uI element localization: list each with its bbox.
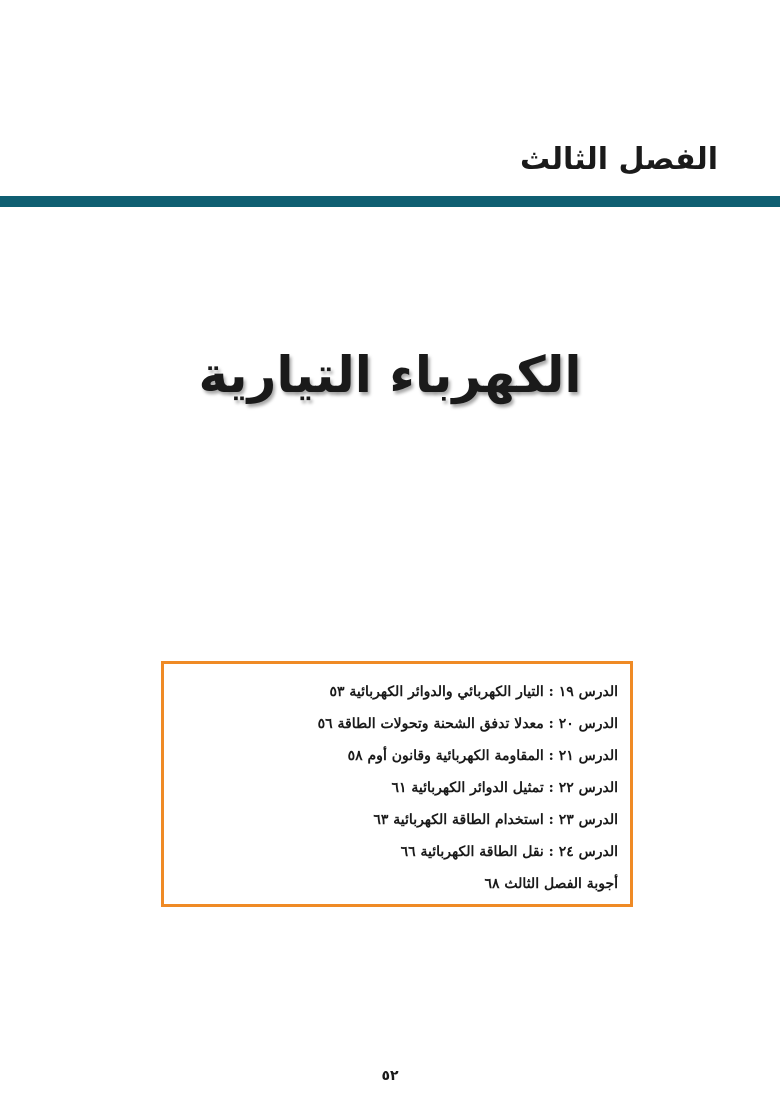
- chapter-title: الكهرباء التيارية: [198, 346, 582, 404]
- lesson-item-21[interactable]: الدرس ٢١ : المقاومة الكهربائية وقانون أوم ٥٨: [347, 748, 618, 764]
- chapter-answers-item[interactable]: أجوبة الفصل الثالث ٦٨: [484, 876, 618, 892]
- lesson-item-24[interactable]: الدرس ٢٤ : نقل الطاقة الكهربائية ٦٦: [400, 844, 618, 860]
- lessons-contents-box: [161, 661, 633, 907]
- lesson-item-23[interactable]: الدرس ٢٣ : استخدام الطاقة الكهربائية ٦٣: [373, 812, 618, 828]
- lesson-item-19[interactable]: الدرس ١٩ : التيار الكهربائي والدوائر الكهربائية ٥٣: [329, 684, 618, 700]
- lesson-item-20[interactable]: الدرس ٢٠ : معدلا تدفق الشحنة وتحولات الطاقة ٥٦: [317, 716, 618, 732]
- lesson-list: [176, 676, 618, 900]
- chapter-label: الفصل الثالث: [519, 142, 718, 177]
- lesson-item-22[interactable]: الدرس ٢٢ : تمثيل الدوائر الكهربائية ٦١: [391, 780, 618, 796]
- page-number: ٥٢: [381, 1068, 399, 1084]
- chapter-divider-bar: [0, 196, 780, 207]
